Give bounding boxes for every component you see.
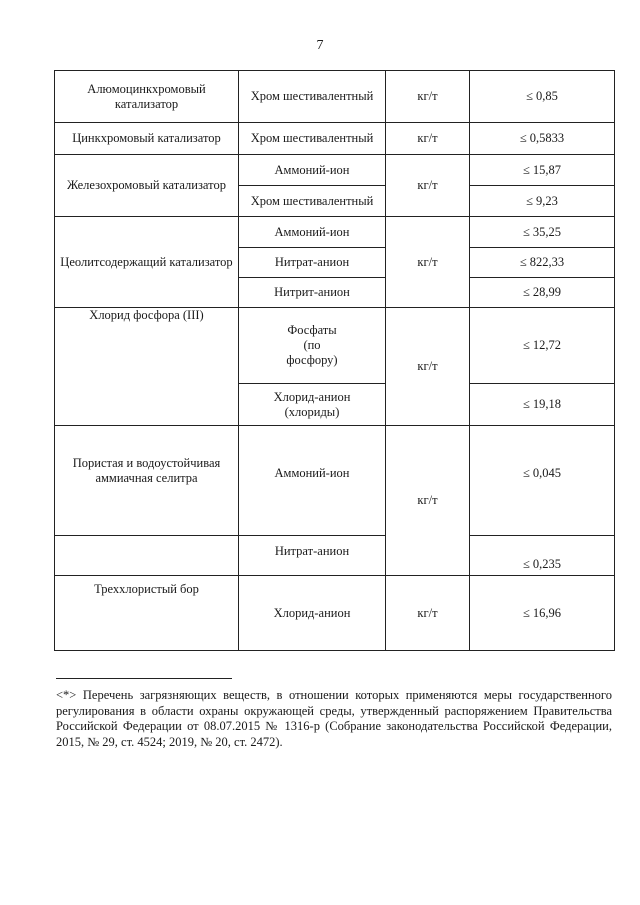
pollutant-name: Нитрат-анион — [239, 536, 386, 576]
catalyst-name: Пористая и водоустойчивая аммиачная селитра — [55, 426, 239, 536]
pollutant-name: Хлорид-анион — [239, 576, 386, 651]
unit-cell: кг/т — [386, 426, 470, 576]
pollutant-table — [54, 70, 615, 651]
pollutant-name: Аммоний-ион — [239, 155, 386, 186]
catalyst-name: Алюмоцинкхромовый катализатор — [55, 71, 239, 123]
footnote: <*> Перечень загрязняющих веществ, в отношении которых применяются меры государственного регулирования в области охраны окружающей среды, утвержденный распоряжением Правительства Российской Федерации от 08.07.2015 № 1316-р (Собрание законодательства Российской Федерации, 2015, № 29, ст. 4524; 2019, № 20, ст. 2472). — [56, 688, 612, 749]
empty-cell — [55, 536, 239, 576]
catalyst-name: Цеолитсодержащий катализатор — [55, 217, 239, 308]
pollutant-name: Аммоний-ион — [239, 426, 386, 536]
pollutant-name: Нитрат-анион — [239, 248, 386, 278]
catalyst-name: Хлорид фосфора (III) — [55, 308, 239, 426]
limit-value: ≤ 0,045 — [470, 426, 615, 536]
unit-cell: кг/т — [386, 308, 470, 426]
unit-cell: кг/т — [386, 155, 470, 217]
limit-value: ≤ 15,87 — [470, 155, 615, 186]
limit-value: ≤ 0,5833 — [470, 123, 615, 155]
limit-value: ≤ 0,235 — [470, 536, 615, 576]
limit-value: ≤ 16,96 — [470, 576, 615, 651]
unit-cell: кг/т — [386, 123, 470, 155]
table-row — [55, 576, 615, 651]
limit-value: ≤ 28,99 — [470, 278, 615, 308]
limit-value: ≤ 12,72 — [470, 308, 615, 384]
catalyst-name: Треххлористый бор — [55, 576, 239, 651]
table-row — [55, 71, 615, 123]
limit-value: ≤ 35,25 — [470, 217, 615, 248]
limit-value: ≤ 19,18 — [470, 384, 615, 426]
table-row — [55, 426, 615, 536]
table-row — [55, 217, 615, 248]
unit-cell: кг/т — [386, 576, 470, 651]
limit-value: ≤ 822,33 — [470, 248, 615, 278]
page-number: 7 — [316, 38, 324, 53]
limit-value: ≤ 0,85 — [470, 71, 615, 123]
pollutant-name: Фосфаты (по фосфору) — [239, 308, 386, 384]
footnote-separator — [56, 678, 232, 679]
pollutant-name: Хлорид-анион (хлориды) — [239, 384, 386, 426]
table-row — [55, 308, 615, 384]
pollutant-name: Хром шестивалентный — [239, 71, 386, 123]
pollutant-name: Нитрит-анион — [239, 278, 386, 308]
pollutant-name: Аммоний-ион — [239, 217, 386, 248]
table-row — [55, 123, 615, 155]
catalyst-name: Цинкхромовый катализатор — [55, 123, 239, 155]
table-row — [55, 536, 615, 576]
unit-cell: кг/т — [386, 217, 470, 308]
catalyst-name: Железохромовый катализатор — [55, 155, 239, 217]
pollutant-name: Хром шестивалентный — [239, 186, 386, 217]
table-row — [55, 155, 615, 186]
limit-value: ≤ 9,23 — [470, 186, 615, 217]
unit-cell: кг/т — [386, 71, 470, 123]
pollutant-name: Хром шестивалентный — [239, 123, 386, 155]
